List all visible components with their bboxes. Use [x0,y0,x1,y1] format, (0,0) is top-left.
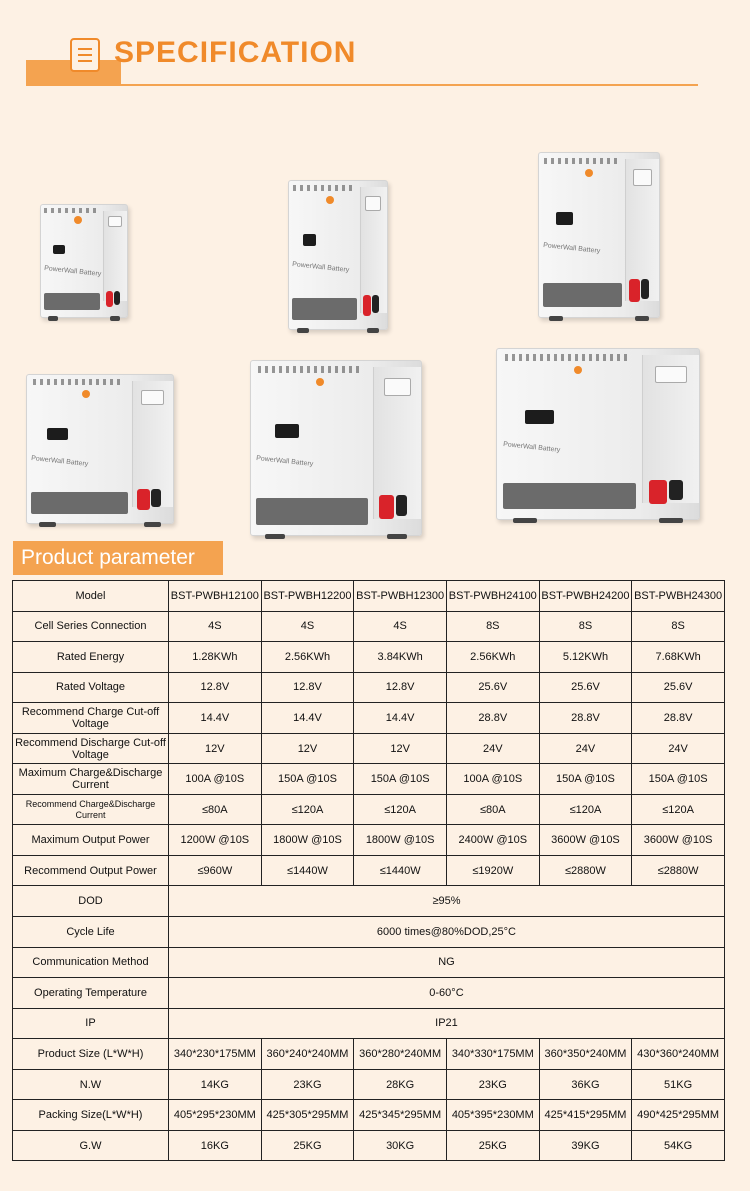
value-cell: ≤120A [261,794,354,825]
row-label: Recommend Discharge Cut-off Voltage [13,733,169,764]
table-row [13,1039,725,1070]
value-cell: 2.56KWh [446,642,539,673]
value-cell-merged: 6000 times@80%DOD,25°C [169,917,725,948]
row-label: Recommend Charge Cut-off Voltage [13,703,169,734]
section-title: Product parameter [13,541,223,575]
value-cell: 360*240*240MM [261,1039,354,1070]
value-cell: ≤2880W [539,855,632,886]
product-gallery [0,130,750,540]
value-cell: 4S [169,611,262,642]
value-cell: 8S [539,611,632,642]
value-cell: 36KG [539,1069,632,1100]
table-row [13,1100,725,1131]
model-name-cell: BST-PWBH24100 [446,581,539,612]
model-name-cell: BST-PWBH12300 [354,581,447,612]
value-cell: 12.8V [169,672,262,703]
value-cell: 150A @10S [261,764,354,795]
value-cell: 51KG [632,1069,725,1100]
value-cell: 12.8V [354,672,447,703]
table-row [13,642,725,673]
value-cell: ≤1440W [261,855,354,886]
table-row [13,794,725,825]
row-label: Product Size (L*W*H) [13,1039,169,1070]
value-cell: 150A @10S [354,764,447,795]
brand-logo-icon [326,196,334,204]
value-cell-merged: NG [169,947,725,978]
value-cell: 25.6V [539,672,632,703]
value-cell: 12V [354,733,447,764]
value-cell: 23KG [446,1069,539,1100]
product-image-2 [288,180,388,330]
value-cell: 28.8V [632,703,725,734]
value-cell: 430*360*240MM [632,1039,725,1070]
value-cell: 425*415*295MM [539,1100,632,1131]
product-image-4 [26,374,174,524]
value-cell: ≤1920W [446,855,539,886]
product-label: PowerWall Battery [31,454,89,468]
table-row [13,1130,725,1161]
value-cell: 4S [354,611,447,642]
brand-logo-icon [74,216,82,224]
value-cell: 16KG [169,1130,262,1161]
table-row [13,764,725,795]
row-label: Recommend Output Power [13,855,169,886]
value-cell: 24V [632,733,725,764]
value-cell: 7.68KWh [632,642,725,673]
product-label: PowerWall Battery [255,455,314,469]
table-row [13,672,725,703]
spec-header [0,0,750,100]
value-cell: 150A @10S [539,764,632,795]
value-cell: 1800W @10S [261,825,354,856]
value-cell: 405*295*230MM [169,1100,262,1131]
value-cell: ≤80A [169,794,262,825]
model-name-cell: BST-PWBH24300 [632,581,725,612]
value-cell: 14.4V [261,703,354,734]
row-label: N.W [13,1069,169,1100]
row-label: Operating Temperature [13,978,169,1009]
product-image-3 [538,152,660,318]
product-label: PowerWall Battery [291,260,350,274]
value-cell: 100A @10S [169,764,262,795]
table-row [13,703,725,734]
value-cell: ≤120A [632,794,725,825]
table-row [13,917,725,948]
row-label: DOD [13,886,169,917]
product-label: PowerWall Battery [43,264,102,278]
table-row [13,733,725,764]
value-cell: ≤80A [446,794,539,825]
row-label: Rated Energy [13,642,169,673]
value-cell: ≤1440W [354,855,447,886]
value-cell: 150A @10S [632,764,725,795]
value-cell: 12V [261,733,354,764]
header-divider [26,84,698,86]
value-cell: 360*280*240MM [354,1039,447,1070]
value-cell: 39KG [539,1130,632,1161]
row-label: Model [13,581,169,612]
row-label: G.W [13,1130,169,1161]
value-cell: 425*305*295MM [261,1100,354,1131]
value-cell: 14KG [169,1069,262,1100]
table-row [13,855,725,886]
row-label: IP [13,1008,169,1039]
table-row [13,611,725,642]
brand-logo-icon [316,378,324,386]
value-cell-merged: ≥95% [169,886,725,917]
value-cell: 54KG [632,1130,725,1161]
product-label: PowerWall Battery [502,441,561,455]
value-cell: 25.6V [446,672,539,703]
value-cell: 25KG [446,1130,539,1161]
brand-logo-icon [82,390,90,398]
product-image-6 [496,348,700,520]
value-cell: 3.84KWh [354,642,447,673]
row-label: Cycle Life [13,917,169,948]
value-cell: 405*395*230MM [446,1100,539,1131]
value-cell: 14.4V [354,703,447,734]
model-name-cell: BST-PWBH12200 [261,581,354,612]
value-cell: 2400W @10S [446,825,539,856]
spec-table [12,580,725,1161]
table-row [13,886,725,917]
product-label: PowerWall Battery [542,241,601,255]
value-cell: 340*330*175MM [446,1039,539,1070]
product-image-5 [250,360,422,536]
row-label: Maximum Charge&Discharge Current [13,764,169,795]
value-cell: 1.28KWh [169,642,262,673]
value-cell: ≤960W [169,855,262,886]
value-cell: 3600W @10S [539,825,632,856]
value-cell: 14.4V [169,703,262,734]
value-cell: ≤2880W [632,855,725,886]
value-cell: 490*425*295MM [632,1100,725,1131]
table-row [13,1008,725,1039]
value-cell: 25.6V [632,672,725,703]
value-cell: ≤120A [354,794,447,825]
value-cell: 2.56KWh [261,642,354,673]
value-cell: 340*230*175MM [169,1039,262,1070]
value-cell: 3600W @10S [632,825,725,856]
value-cell: 25KG [261,1130,354,1161]
value-cell: 12V [169,733,262,764]
value-cell: 28.8V [539,703,632,734]
value-cell: 4S [261,611,354,642]
row-label: Packing Size(L*W*H) [13,1100,169,1131]
product-image-1 [40,204,128,318]
page-title: SPECIFICATION [114,36,357,69]
row-label: Communication Method [13,947,169,978]
row-label: Recommend Charge&Discharge Current [13,794,169,825]
value-cell: 360*350*240MM [539,1039,632,1070]
table-header-row [13,581,725,612]
table-row [13,1069,725,1100]
brand-logo-icon [574,366,582,374]
brand-logo-icon [585,169,593,177]
value-cell: ≤120A [539,794,632,825]
row-label: Maximum Output Power [13,825,169,856]
value-cell-merged: 0-60°C [169,978,725,1009]
table-row [13,947,725,978]
value-cell: 100A @10S [446,764,539,795]
value-cell: 12.8V [261,672,354,703]
value-cell: 28KG [354,1069,447,1100]
table-row [13,978,725,1009]
value-cell: 5.12KWh [539,642,632,673]
value-cell: 23KG [261,1069,354,1100]
row-label: Rated Voltage [13,672,169,703]
model-name-cell: BST-PWBH24200 [539,581,632,612]
table-row [13,825,725,856]
model-name-cell: BST-PWBH12100 [169,581,262,612]
value-cell: 24V [446,733,539,764]
document-icon [70,38,100,72]
value-cell: 30KG [354,1130,447,1161]
value-cell: 24V [539,733,632,764]
value-cell: 1200W @10S [169,825,262,856]
value-cell: 28.8V [446,703,539,734]
value-cell: 8S [632,611,725,642]
value-cell-merged: IP21 [169,1008,725,1039]
value-cell: 425*345*295MM [354,1100,447,1131]
value-cell: 8S [446,611,539,642]
value-cell: 1800W @10S [354,825,447,856]
row-label: Cell Series Connection [13,611,169,642]
